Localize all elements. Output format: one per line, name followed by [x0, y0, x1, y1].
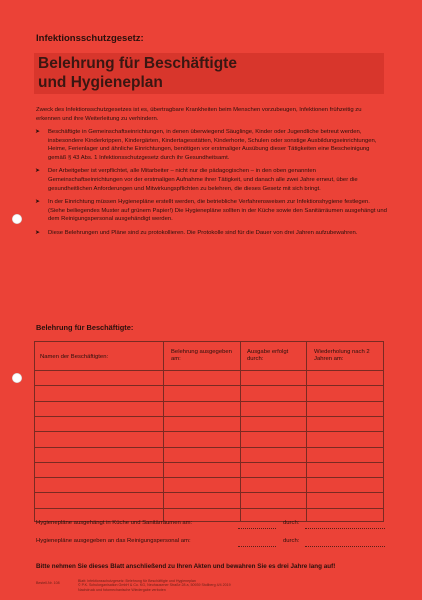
bullet-text: Beschäftigte in Gemeinschaftseinrichtungen, in denen überwiegend Säuglinge, Kinder oder Jugendliche betreut werden, insbesondere Kinderkrippen, Kindergärten, Kindertagesstätten, Kinderhorte, Schulen oder sonstige Ausbildungseinrichtungen, Heime, Ferienlager und ähnliche Einrichtungen, benötigen vor erstmaliger Ausübung dieser Tätigkeiten eine Bescheinigung gemäß § 43 Abs. 1 Infektionsschutzgesetz durch ihr Gesundheitsamt. — [48, 129, 377, 161]
arrow-bullet-icon: ➤ — [35, 168, 41, 175]
signoff-date-field[interactable] — [238, 528, 276, 529]
table-row-line — [35, 508, 383, 509]
arrow-bullet-icon: ➤ — [35, 229, 41, 236]
table-row-line — [35, 447, 383, 448]
signoff-label-cleaning: Hygienepläne ausgegeben an das Reinigungspersonal am: — [36, 538, 191, 544]
page-title-line-2: und Hygieneplan — [38, 74, 163, 91]
table-row-line — [35, 462, 383, 463]
bullet-item — [35, 229, 387, 238]
title-box — [34, 53, 384, 94]
bullet-item — [35, 198, 387, 224]
footer-line: Blatt: Infektionsschutzgesetz: Belehrung für Beschäftigte und Hygieneplan — [78, 579, 196, 583]
pretitle: Infektionsschutzgesetz: — [36, 33, 144, 44]
bullet-list — [35, 128, 387, 243]
footer-line: © P.K. Schulorganisation GmbH & Co. KG, Neuhausener Straße 28 a, 50939 Stollberg 4/4 2019 — [78, 583, 231, 588]
intro-paragraph: Zweck des Infektionsschutzgesetzes ist es, übertragbare Krankheiten beim Menschen vorzubeugen, Infektionen frühzeitig zu erkennen und ihre Weiterleitung zu verhindern. — [36, 107, 362, 122]
column-header-issued-on: Belehrung ausgegeben am: — [171, 349, 232, 363]
column-header-name: Namen der Beschäftigten: — [40, 354, 109, 360]
column-header-issued-by: Ausgabe erfolgt durch: — [247, 349, 289, 363]
staff-briefing-table — [34, 341, 384, 522]
table-row-line — [35, 431, 383, 432]
footer-imprint — [78, 579, 308, 592]
punch-hole — [12, 373, 22, 383]
table-row-line — [35, 477, 383, 478]
page-title-line-1: Belehrung für Beschäftigte — [38, 55, 237, 72]
signoff-name-field[interactable] — [305, 546, 385, 547]
arrow-bullet-icon: ➤ — [35, 129, 41, 135]
table-row-line — [35, 385, 383, 386]
bullet-text: Der Arbeitgeber ist verpflichtet, alle Mitarbeiter – nicht nur die pädagogischen – in den oben genannten Gemeinschaftseinrichtungen vor der erstmaligen Aufnahme ihrer Tätigkeit, und danach alle zwei Jahre erneut, über die gesundheitlichen Anforderungen und Mitwirkungspflichten zu belehren, die dieses Gesetz mit sich bringt. — [48, 168, 358, 192]
table-row-line — [35, 370, 383, 371]
retention-note: Bitte nehmen Sie dieses Blatt anschließend zu Ihren Akten und bewahren Sie es drei Jahre lang auf! — [36, 563, 336, 570]
table-row-line — [35, 416, 383, 417]
bullet-item — [35, 167, 387, 193]
arrow-bullet-icon: ➤ — [35, 199, 41, 206]
bullet-text: Diese Belehrungen und Pläne sind zu protokollieren. Die Protokolle sind für die Dauer von drei Jahren aufzubewahren. — [48, 229, 358, 236]
bullet-text: In der Einrichtung müssen Hygienepläne erstellt werden, die betriebliche Verfahrensweisen zur Infektionshygiene festlegen. (Siehe beiliegendes Muster auf grünem Papier!) Die Hygienepläne sollten in der Küche sowie den Sanitärräumen ausgehängt und dem Reinigungspersonal ausgehändigt werden. — [48, 199, 387, 223]
table-row-line — [35, 492, 383, 493]
signoff-by-label: durch: — [283, 538, 300, 544]
column-header-repeat-on: Wiederholung nach 2 Jahren am: — [314, 349, 370, 363]
section-title: Belehrung für Beschäftigte: — [36, 323, 134, 332]
punch-hole — [12, 214, 22, 224]
table-row-line — [35, 401, 383, 402]
bullet-item — [35, 128, 387, 162]
signoff-label-kitchen: Hygienepläne ausgehängt in Küche und Sanitärräumen am: — [36, 520, 193, 526]
signoff-by-label: durch: — [283, 520, 300, 526]
signoff-date-field[interactable] — [238, 546, 276, 547]
order-number: Bestell-Nr. 108 — [36, 581, 60, 585]
signoff-name-field[interactable] — [305, 528, 385, 529]
footer-line: Nachdruck und fotomechanische Wiedergabe verboten — [78, 587, 166, 592]
